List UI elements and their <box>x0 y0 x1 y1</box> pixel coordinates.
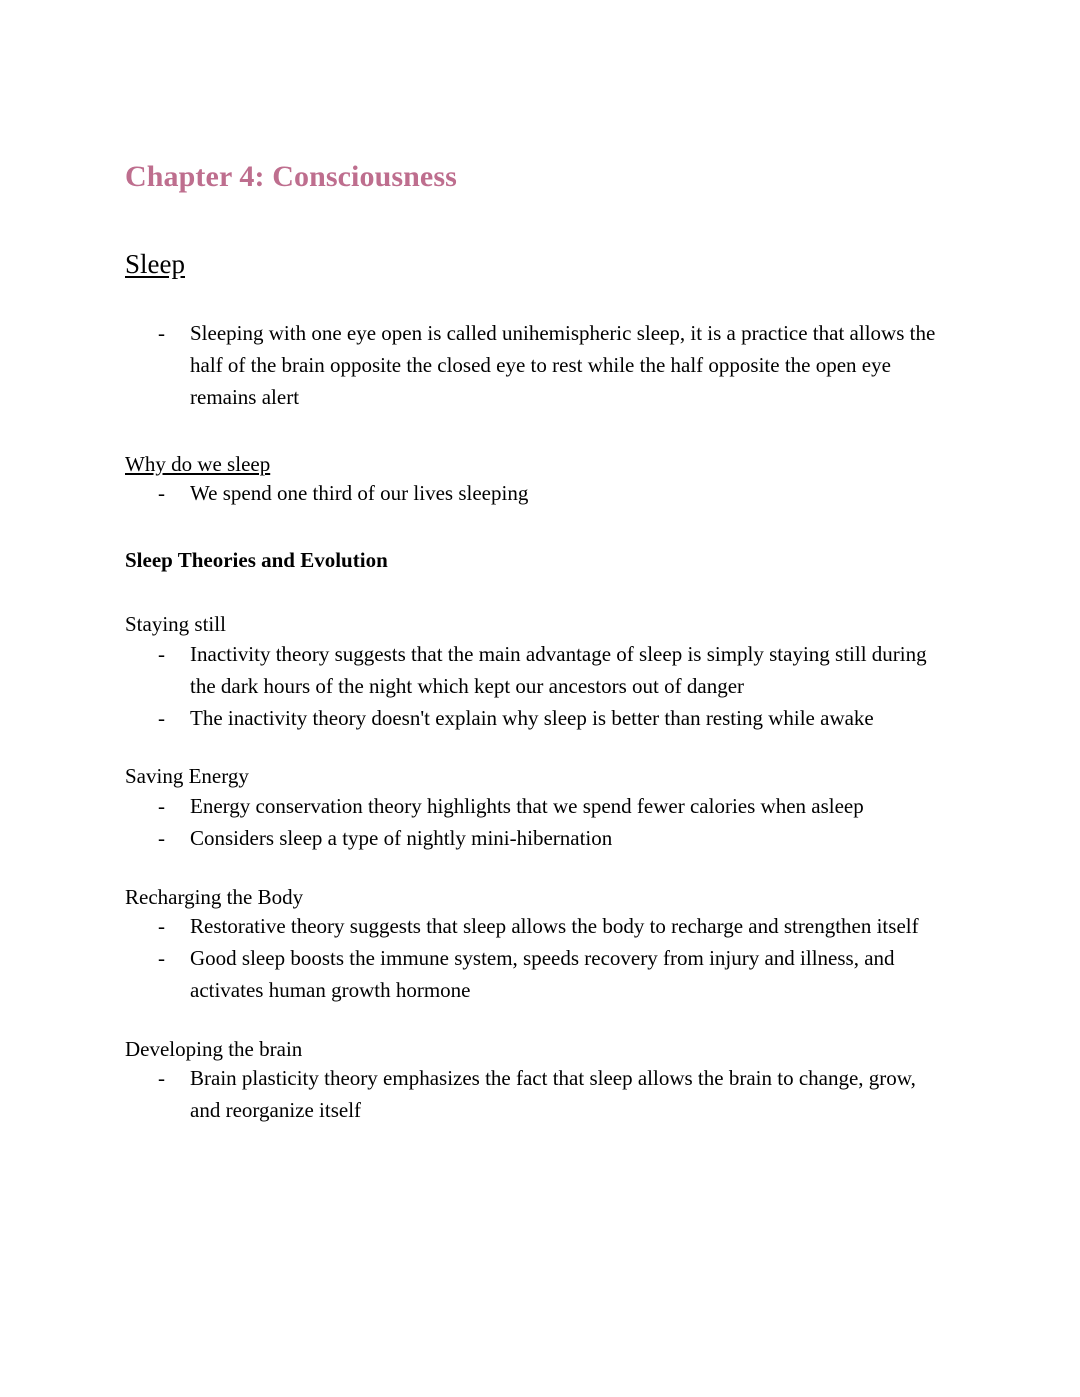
bullet-dash-icon: - <box>158 705 165 730</box>
spacer <box>125 510 950 546</box>
list-item-text: Inactivity theory suggests that the main advantage of sleep is simply staying still during the dark hours of the night which kept our ancestors out of danger <box>190 641 927 698</box>
group-bullet-list-developing-the-brain <box>125 1063 950 1127</box>
why-bullet-list <box>125 478 950 510</box>
list-item-text: Energy conservation theory highlights that we spend fewer calories when asleep <box>190 793 864 818</box>
group-bullet-list-recharging-the-body <box>125 911 950 1007</box>
bullet-dash-icon: - <box>158 321 165 346</box>
subheading-why-do-we-sleep: Why do we sleep <box>125 451 271 476</box>
group-bullet-list-staying-still <box>125 639 950 735</box>
group-bullet-list-saving-energy <box>125 791 950 855</box>
group-heading-developing-the-brain: Developing the brain <box>125 1036 303 1061</box>
subheading-sleep-theories-and-evolution: Sleep Theories and Evolution <box>125 548 388 573</box>
list-item-text: We spend one third of our lives sleeping <box>190 481 529 506</box>
spacer <box>125 855 950 883</box>
group-heading-recharging-the-body: Recharging the Body <box>125 884 304 909</box>
page-title: Chapter 4: Consciousness <box>125 160 457 193</box>
group-heading-saving-energy: Saving Energy <box>125 764 249 789</box>
bullet-dash-icon: - <box>158 1065 165 1090</box>
list-item <box>125 478 950 510</box>
spacer <box>125 734 950 762</box>
list-item-text: Restorative theory suggests that sleep allows the body to recharge and strengthen itself <box>190 913 919 938</box>
list-item <box>125 639 950 703</box>
list-item <box>125 791 950 823</box>
bullet-dash-icon: - <box>158 481 165 506</box>
list-item-text: Sleeping with one eye open is called unihemispheric sleep, it is a practice that allows the half of the brain opposite the closed eye to rest while the half opposite the open eye remains alert <box>190 321 936 409</box>
section-heading-sleep: Sleep <box>125 249 185 279</box>
bullet-dash-icon: - <box>158 913 165 938</box>
bullet-dash-icon: - <box>158 793 165 818</box>
list-item <box>125 943 950 1007</box>
list-item-text: Considers sleep a type of nightly mini-hibernation <box>190 825 613 850</box>
list-item <box>125 911 950 943</box>
list-item <box>125 1063 950 1127</box>
list-item-text: Brain plasticity theory emphasizes the fact that sleep allows the brain to change, grow, and reorganize itself <box>190 1065 916 1122</box>
bullet-dash-icon: - <box>158 945 165 970</box>
list-item <box>125 703 950 735</box>
spacer <box>125 414 950 450</box>
spacer <box>125 1007 950 1035</box>
list-item-text: The inactivity theory doesn't explain why sleep is better than resting while awake <box>190 705 874 730</box>
spacer <box>125 574 950 610</box>
group-heading-staying-still: Staying still <box>125 612 226 637</box>
bullet-dash-icon: - <box>158 825 165 850</box>
sleep-bullet-list <box>125 318 950 414</box>
bullet-dash-icon: - <box>158 641 165 666</box>
list-item <box>125 823 950 855</box>
list-item <box>125 318 950 414</box>
list-item-text: Good sleep boosts the immune system, speeds recovery from injury and illness, and activates human growth hormone <box>190 945 895 1002</box>
